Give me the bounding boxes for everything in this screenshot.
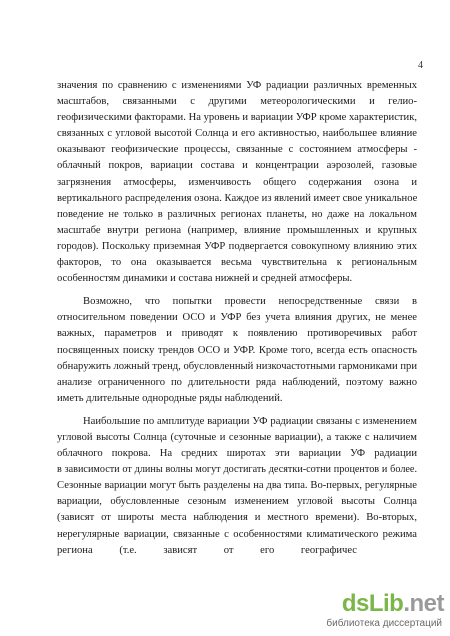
document-body — [57, 78, 417, 559]
text-line: вариации, обусловленные сезоным изменением угловой высоты Солнца — [57, 496, 417, 508]
paragraph-1 — [57, 78, 417, 287]
text-line: иметь длительные однородные ряды наблюдений. — [57, 392, 283, 404]
text-line: связанных с угловой высотой Солнца и его активностью, наибольшее влияние — [57, 128, 417, 140]
text-line: Возможно, что попытки провести непосредственные связи в — [83, 296, 417, 308]
text-line: обнаружить ложный тренд, обусловленный низкочастотными гармониками при — [57, 360, 417, 372]
paragraph-3 — [57, 414, 417, 559]
dslib-watermark — [304, 590, 444, 632]
watermark-logo-suffix: .net — [403, 590, 444, 617]
text-line: геофизическими факторами. На уровень и вариации УФР кроме характеристик, — [57, 112, 417, 124]
text-line: в зависимости от длины волны могут достигать десятки-сотни процентов и более. — [57, 464, 417, 476]
text-line: важных, параметров и приводят к появлению противоречивых работ — [57, 328, 417, 340]
watermark-tagline: библиотека диссертаций — [326, 618, 442, 629]
text-line: масштабов, связанными с другими метеорологическими и гелио- — [57, 96, 417, 108]
page-number: 4 — [418, 60, 423, 71]
text-line: загрязнения атмосферы, изменчивость общего содержания озона и — [57, 176, 417, 188]
text-line: оказывают геофизические процессы, связанные с состоянием атмосферы - — [57, 144, 417, 156]
text-line: особенностям динамики и состава нижней и средней атмосферы. — [57, 273, 353, 285]
paragraph-2 — [57, 294, 417, 407]
watermark-logo-main: dsLib — [341, 590, 404, 617]
text-line: облачный покров, вариации состава и концентрации аэрозолей, газовые — [57, 160, 417, 172]
text-line: Сезонные вариации могут быть разделены на два типа. Во-первых, регулярные — [57, 480, 417, 492]
text-line: нерегулярные вариации, связанные с особенностями климатического режима — [57, 528, 417, 540]
text-line: региона (т.е. зависят от его географичес — [57, 544, 357, 556]
text-line: посвященных поиску трендов ОСО и УФР. Кроме того, всегда есть опасность — [57, 344, 417, 356]
text-line: масштабе внутри региона (например, влияние промышленных и крупных — [57, 224, 417, 236]
text-line: анализе ограниченного по длительности ряда наблюдений, поэтому важно — [57, 376, 417, 388]
text-line: угловой высоты Солнца (суточные и сезонные вариации), а также с наличием — [57, 431, 417, 443]
text-line: Наибольшие по амплитуде вариации УФ радиации связаны с изменением — [83, 415, 417, 427]
text-line: значения по сравнению с изменениями УФ радиации различных временных — [57, 80, 417, 91]
text-line: относительном поведении ОСО и УФР без учета влияния других, не менее — [57, 312, 417, 324]
text-line: поведение не только в различных регионах планеты, но даже на локальном — [57, 208, 417, 220]
text-line: факторов, то она оказывается весьма чувствительна к региональным — [57, 257, 417, 269]
text-line: (зависят от широты места наблюдения и местного времени). Во-вторых, — [57, 512, 417, 524]
text-line: вертикального распределения озона. Каждое из явлений имеет свое уникальное — [57, 192, 418, 204]
text-line: облачного покрова. На средних широтах эти вариации УФ радиации — [57, 448, 417, 460]
text-line: городов). Поскольку приземная УФР подвергается совокупному влиянию этих — [57, 240, 417, 252]
watermark-logo — [342, 590, 444, 618]
